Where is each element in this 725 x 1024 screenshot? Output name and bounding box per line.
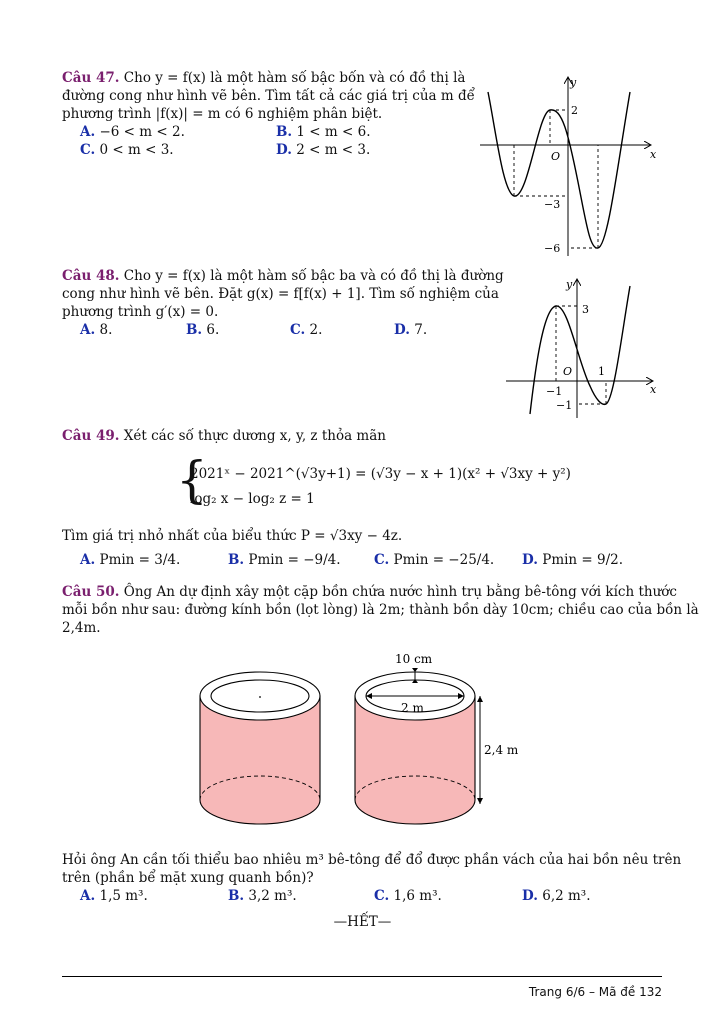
y-label: y — [566, 278, 573, 291]
q48-line3: phương trình g′(x) = 0. — [62, 304, 219, 320]
wall-thickness-label: 10 cm — [395, 652, 433, 666]
q50-line2: mỗi bồn như sau: đường kính bồn (lọt lòng) là 2m; thành bồn dày 10cm; chiều cao của bồn là — [62, 602, 699, 618]
option-letter: D. — [394, 322, 410, 338]
q49-system — [176, 451, 576, 514]
origin-label: O — [551, 150, 561, 163]
q50-ask1 — [62, 852, 681, 869]
q47-label: Câu 47. — [62, 70, 120, 86]
option-text: 1,5 m³. — [99, 888, 148, 904]
q49-option-d[interactable] — [522, 552, 623, 569]
q48-line2: cong như hình vẽ bên. Đặt g(x) = f[f(x) + 1]. Tìm số nghiệm của — [62, 286, 499, 302]
option-text: Pmin = 3/4. — [99, 552, 181, 568]
q48-label: Câu 48. — [62, 268, 120, 284]
height-label: 2,4 m — [484, 743, 519, 757]
quartic-curve — [488, 92, 630, 248]
option-letter: D. — [522, 888, 538, 904]
footer-rule — [62, 976, 662, 977]
option-letter: A. — [80, 124, 96, 140]
tick-2: 2 — [571, 104, 578, 117]
origin-label: O — [563, 365, 573, 378]
diameter-label: 2 m — [401, 701, 424, 715]
q50-line1 — [62, 584, 677, 601]
q47-line2: đường cong như hình vẽ bên. Tìm tất cả các giá trị của m để — [62, 88, 475, 104]
option-letter: C. — [374, 888, 390, 904]
option-letter: C. — [290, 322, 306, 338]
option-letter: B. — [228, 888, 245, 904]
q47-line1 — [62, 70, 465, 87]
q50-option-b[interactable] — [228, 888, 297, 905]
option-text: 3,2 m³. — [248, 888, 297, 904]
option-text: 1,6 m³. — [393, 888, 442, 904]
q49-eq2: log₂ x − log₂ z = 1 — [190, 491, 315, 507]
option-letter: A. — [80, 888, 96, 904]
cubic-curve — [530, 286, 630, 414]
tick-minus-6: −6 — [544, 242, 561, 255]
option-text: 0 < m < 3. — [99, 142, 174, 158]
x-label: x — [650, 383, 657, 396]
q48-graph — [500, 272, 670, 422]
option-letter: A. — [80, 322, 96, 338]
tanks-figure — [190, 648, 530, 848]
tick-1: 1 — [598, 365, 605, 378]
q48-option-a[interactable] — [80, 322, 112, 339]
q47-text1: Cho y = f(x) là một hàm số bậc bốn và có đồ thị là — [123, 70, 466, 86]
option-letter: B. — [276, 124, 293, 140]
q50-text1: Ông An dự định xây một cặp bồn chứa nước hình trụ bằng bê-tông với kích thước — [123, 584, 677, 600]
option-letter: B. — [186, 322, 203, 338]
option-text: Pmin = 9/2. — [542, 552, 624, 568]
q49-label: Câu 49. — [62, 428, 120, 444]
page-footer: Trang 6/6 – Mã đề 132 — [528, 985, 662, 999]
option-text: 2. — [309, 322, 323, 338]
option-text: 2 < m < 3. — [296, 142, 371, 158]
option-letter: C. — [80, 142, 96, 158]
option-text: 7. — [414, 322, 428, 338]
option-text: 6. — [206, 322, 220, 338]
end-marker: —HẾT— — [333, 914, 392, 930]
q47-graph — [478, 72, 668, 262]
option-letter: C. — [374, 552, 390, 568]
q48-option-c[interactable] — [290, 322, 322, 339]
y-label: y — [570, 76, 577, 89]
q47-line3: phương trình |f(x)| = m có 6 nghiệm phân biệt. — [62, 106, 383, 122]
option-text: 1 < m < 6. — [296, 124, 371, 140]
option-letter: A. — [80, 552, 96, 568]
tick-x-minus-1: −1 — [546, 385, 563, 398]
q48-text1: Cho y = f(x) là một hàm số bậc ba và có đồ thị là đường — [123, 268, 504, 284]
q47-option-c[interactable] — [80, 142, 174, 159]
q50-option-a[interactable] — [80, 888, 148, 905]
q50-line3: 2,4m. — [62, 620, 101, 636]
option-text: 6,2 m³. — [542, 888, 591, 904]
q47-option-b[interactable] — [276, 124, 370, 141]
option-text: Pmin = −9/4. — [248, 552, 341, 568]
q50-label: Câu 50. — [62, 584, 120, 600]
tick-y-minus-1: −1 — [556, 399, 573, 412]
option-letter: D. — [522, 552, 538, 568]
option-text: −6 < m < 2. — [99, 124, 185, 140]
option-letter: B. — [228, 552, 245, 568]
q50-option-c[interactable] — [374, 888, 442, 905]
q50-ask2: trên (phần bể mặt xung quanh bồn)? — [62, 870, 314, 886]
q49-option-c[interactable] — [374, 552, 494, 569]
q49-option-b[interactable] — [228, 552, 341, 569]
option-text: Pmin = −25/4. — [393, 552, 495, 568]
q48-option-d[interactable] — [394, 322, 427, 339]
system-brace: { — [176, 451, 208, 509]
tick-3: 3 — [582, 303, 589, 316]
q49-intro: Xét các số thực dương x, y, z thỏa mãn — [123, 428, 386, 444]
q49-eq1: 2021ˣ − 2021^(√3y+1) = (√3y − x + 1)(x² + √3xy + y²) — [190, 466, 571, 482]
q48-option-b[interactable] — [186, 322, 219, 339]
option-letter: D. — [276, 142, 292, 158]
q47-option-a[interactable] — [80, 124, 185, 141]
tank-left — [200, 672, 320, 824]
tank-right — [355, 668, 483, 824]
q49-line1 — [62, 428, 386, 445]
tick-minus-3: −3 — [544, 198, 561, 211]
option-text: 8. — [99, 322, 113, 338]
q50-ask1-text: Hỏi ông An cần tối thiểu bao nhiêu m³ bê-tông để đổ được phần vách của hai bồn nêu trên — [62, 852, 682, 868]
q47-option-d[interactable] — [276, 142, 370, 159]
q50-option-d[interactable] — [522, 888, 591, 905]
x-label: x — [650, 148, 657, 161]
q48-line1 — [62, 268, 504, 285]
q49-ask: Tìm giá trị nhỏ nhất của biểu thức P = √3xy − 4z. — [62, 528, 403, 544]
q49-option-a[interactable] — [80, 552, 180, 569]
